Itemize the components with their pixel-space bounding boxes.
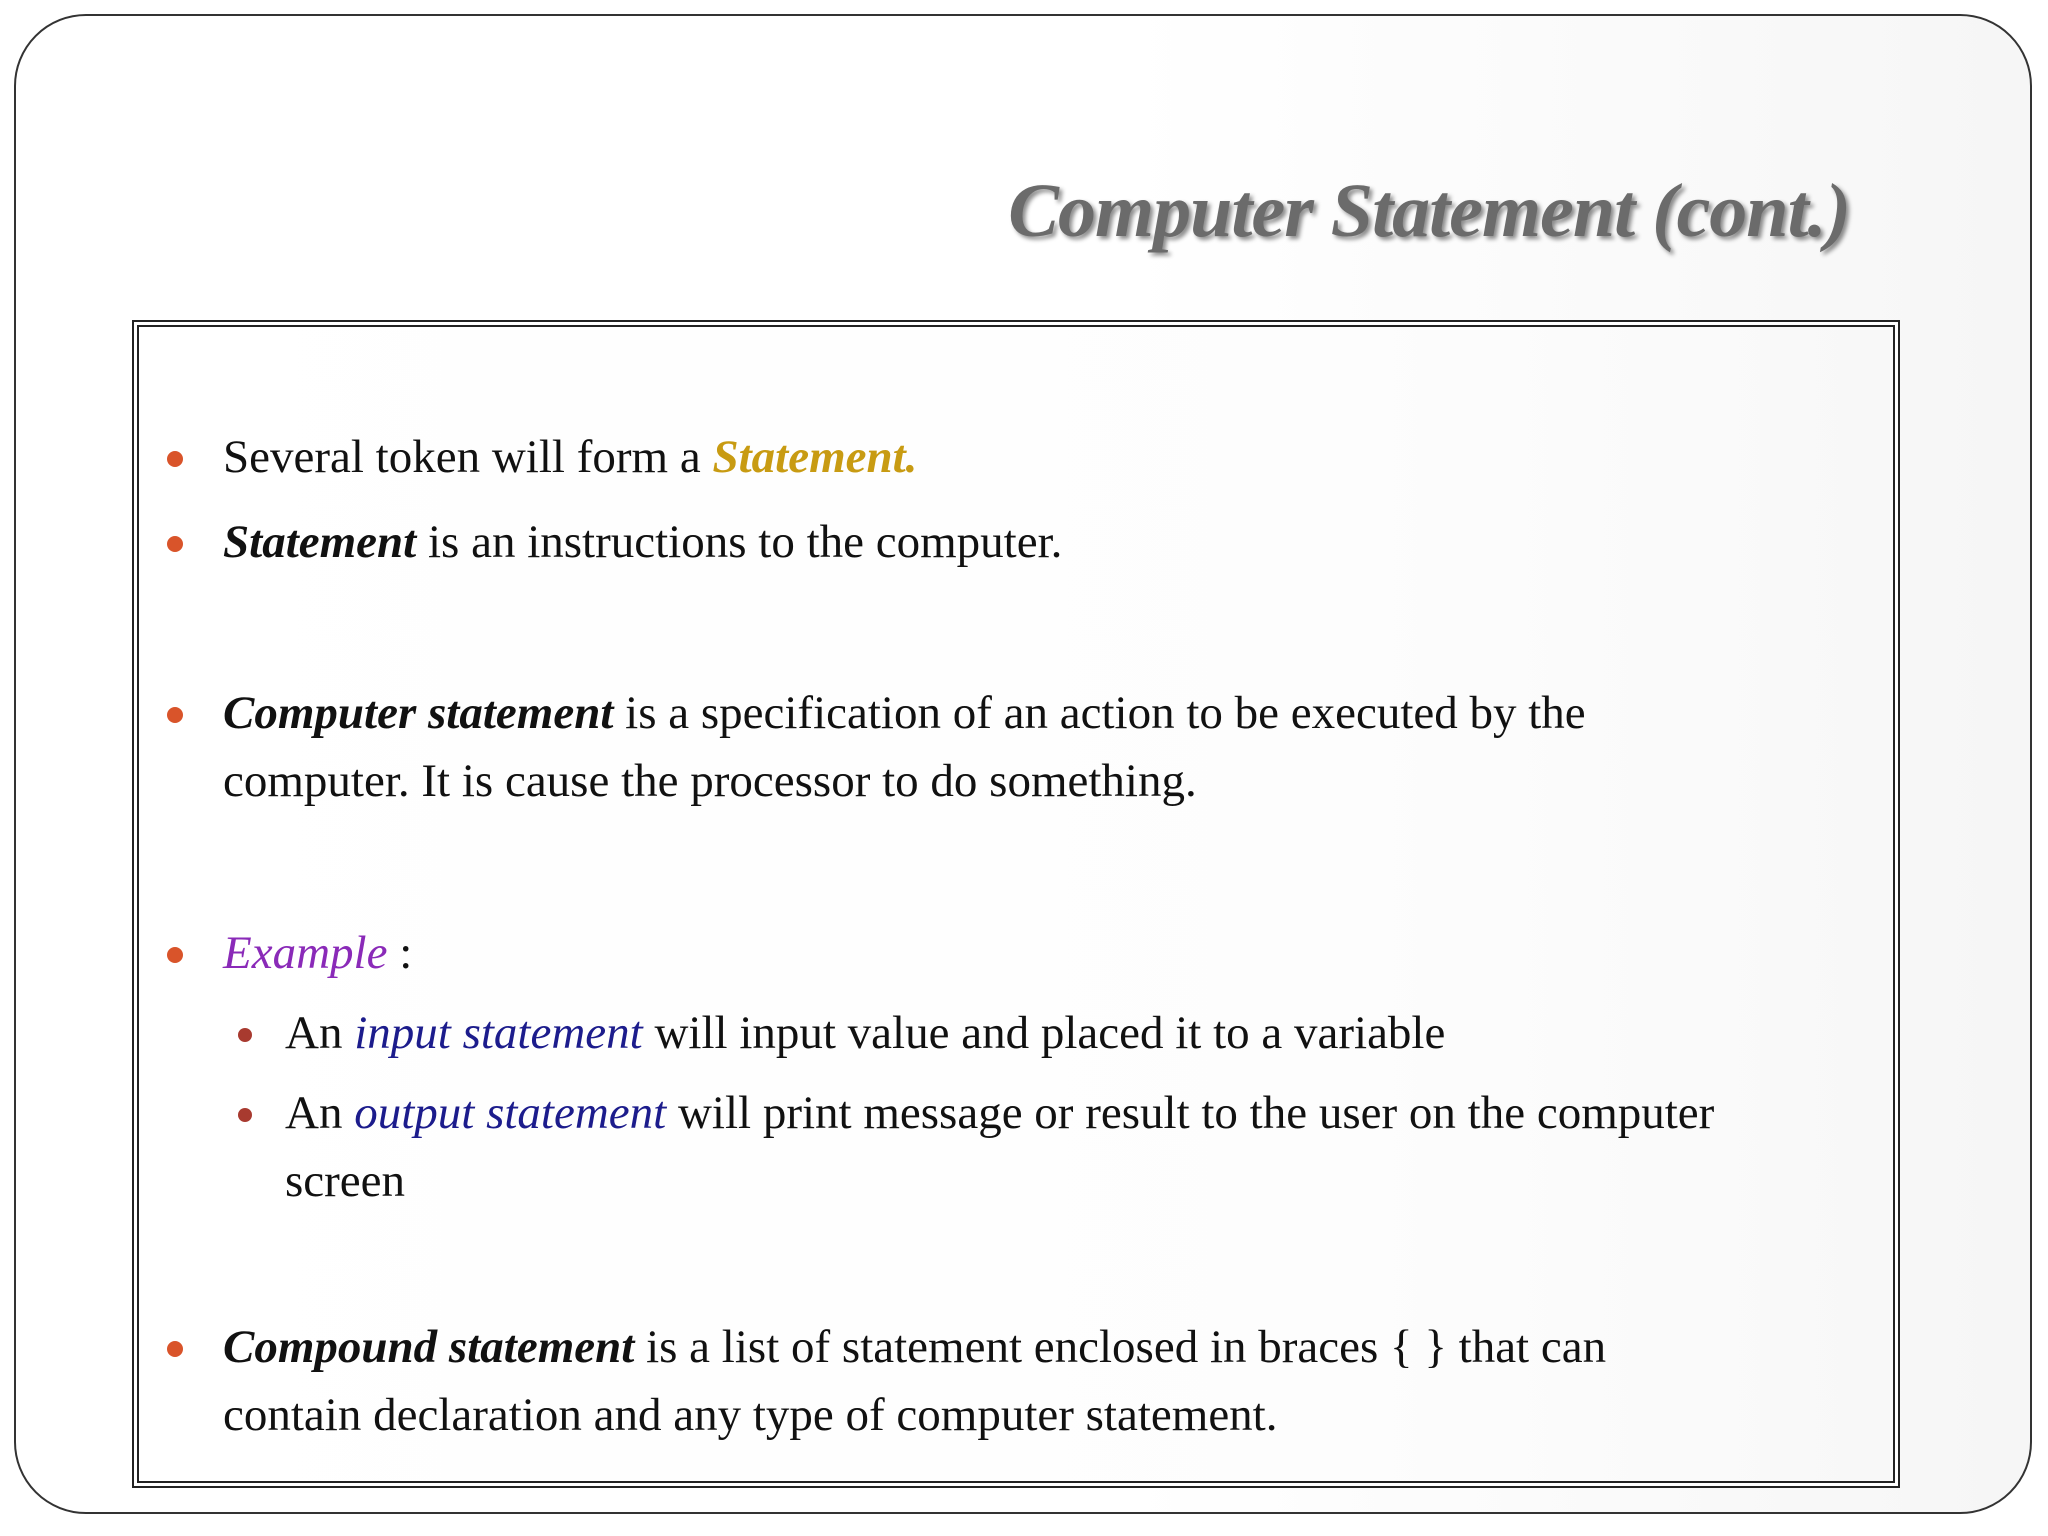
term-statement: Statement (223, 516, 417, 568)
sub-bullet-dot (238, 1108, 252, 1122)
sub-text: An (285, 1007, 355, 1059)
term-compound-statement: Compound statement (223, 1321, 635, 1373)
sub-item-output-statement-continued (285, 1147, 405, 1215)
bullet-text: computer. It is cause the processor to do something. (223, 755, 1197, 807)
bullet-text: is an instructions to the computer. (416, 516, 1063, 568)
sub-bullet-dot (238, 1028, 252, 1042)
bullet-text: is a list of statement enclosed in braces { } that can (634, 1321, 1607, 1373)
term-output-statement: output statement (354, 1087, 667, 1139)
bullet-text: contain declaration and any type of computer statement. (223, 1389, 1278, 1441)
sub-text: will print message or result to the user on the computer (666, 1087, 1715, 1139)
sub-text: screen (285, 1155, 406, 1207)
bullet-text: is a specification of an action to be executed by the (613, 687, 1586, 739)
bullet-dot (167, 536, 183, 552)
term-computer-statement: Computer statement (223, 687, 614, 739)
slide-title: Computer Statement (cont.) (1008, 169, 1850, 253)
bullet-dot (167, 451, 183, 467)
statement-highlight: Statement. (712, 431, 918, 483)
bullet-item-computer-statement-continued (223, 747, 1197, 815)
bullet-item-statement-formation (223, 423, 917, 491)
bullet-item-statement-definition (223, 508, 1062, 576)
bullet-text: Several token will form a (223, 431, 713, 483)
sub-item-output-statement (285, 1079, 1714, 1147)
bullet-text: : (387, 927, 413, 979)
content-box (137, 325, 1895, 1483)
bullet-item-compound-statement (223, 1313, 1606, 1381)
bullet-dot (167, 707, 183, 723)
sub-item-input-statement (285, 999, 1445, 1067)
bullet-item-example (223, 919, 412, 987)
term-example: Example (223, 927, 388, 979)
bullet-item-computer-statement (223, 679, 1586, 747)
bullet-dot (167, 1341, 183, 1357)
slide (14, 14, 2032, 1514)
sub-text: An (285, 1087, 355, 1139)
bullet-dot (167, 947, 183, 963)
content-frame (132, 320, 1900, 1488)
bullet-item-compound-statement-continued (223, 1381, 1278, 1449)
term-input-statement: input statement (354, 1007, 643, 1059)
sub-text: will input value and placed it to a variable (642, 1007, 1446, 1059)
